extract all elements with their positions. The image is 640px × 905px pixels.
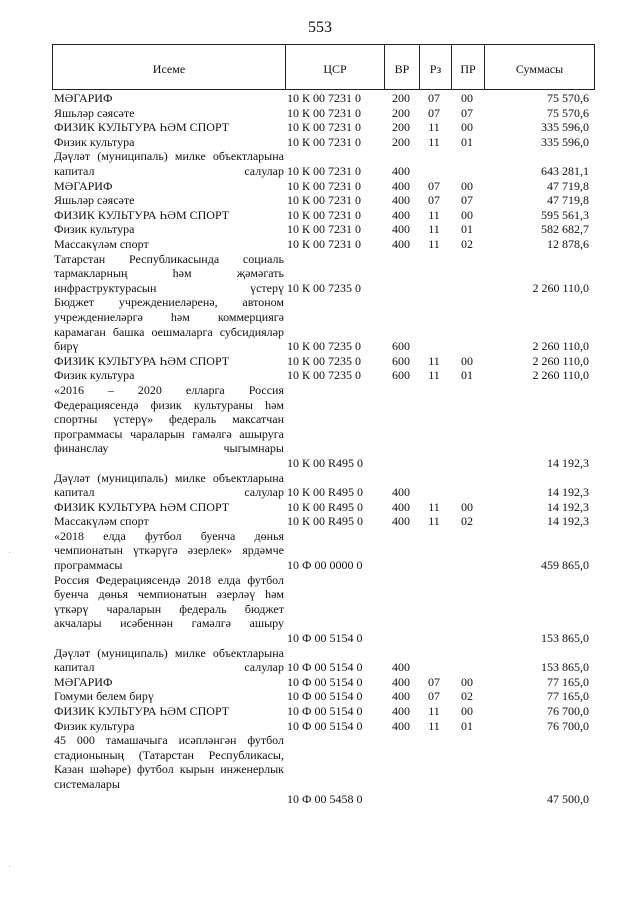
row-sum: 77 165,0 (547, 674, 589, 689)
row-sum: 47 719,8 (547, 193, 589, 208)
table-row (52, 368, 595, 383)
row-pr: 01 (461, 718, 473, 733)
row-csr: 10 Ф 00 5154 0 (287, 689, 363, 704)
row-rz: 07 (428, 178, 440, 193)
table-row (52, 514, 595, 529)
row-label: Физик культура (54, 222, 135, 237)
row-pr: 02 (461, 236, 473, 251)
table-row (52, 295, 595, 353)
row-rz: 11 (428, 499, 440, 514)
table-row (52, 675, 595, 690)
row-pr: 00 (461, 674, 473, 689)
row-label: ФИЗИК КУЛЬТУРА ҺӘМ СПОРТ (54, 499, 230, 514)
row-label: ФИЗИК КУЛЬТУРА ҺӘМ СПОРТ (54, 120, 230, 135)
table-row (52, 529, 595, 573)
row-pr: 00 (461, 499, 473, 514)
row-rz: 11 (428, 368, 440, 383)
row-vr: 400 (392, 193, 410, 208)
row-vr: 200 (392, 120, 410, 135)
row-label: Татарстан Республикасында социаль тармакларның һәм җәмәгать инфраструктурасын үстерү (54, 251, 284, 295)
header-vr: ВР (394, 62, 410, 76)
table-row (52, 573, 595, 646)
row-csr: 10 К 00 7231 0 (287, 207, 362, 222)
table-row (52, 383, 595, 471)
table-row (52, 179, 595, 194)
row-csr: 10 Ф 00 5154 0 (287, 718, 363, 733)
row-sum: 2 260 110,0 (532, 339, 589, 354)
row-vr: 600 (392, 339, 410, 354)
row-pr: 00 (461, 207, 473, 222)
row-csr: 10 Ф 00 0000 0 (287, 558, 363, 573)
row-csr: 10 К 00 7235 0 (287, 368, 362, 383)
row-rz: 11 (428, 514, 440, 529)
row-csr: 10 К 00 7231 0 (287, 134, 362, 149)
row-sum: 595 561,3 (541, 207, 589, 222)
row-csr: 10 Ф 00 5458 0 (287, 791, 363, 806)
row-csr: 10 К 00 R495 0 (287, 499, 364, 514)
row-vr: 400 (392, 704, 410, 719)
row-sum: 77 165,0 (547, 689, 589, 704)
table-row (52, 689, 595, 704)
row-csr: 10 Ф 00 5154 0 (287, 631, 363, 646)
row-pr: 01 (461, 368, 473, 383)
row-vr: 400 (392, 514, 410, 529)
row-label: Дәүләт (муниципаль) милке объектларына капитал салулар (54, 149, 284, 178)
row-rz: 11 (428, 120, 440, 135)
row-rz: 11 (428, 236, 440, 251)
row-sum: 12 878,6 (547, 236, 589, 251)
row-pr: 07 (461, 193, 473, 208)
table-row (52, 208, 595, 223)
row-vr: 400 (392, 718, 410, 733)
row-label: Массакүләм спорт (54, 514, 149, 529)
row-csr: 10 К 00 7231 0 (287, 91, 362, 105)
table-header (52, 44, 595, 90)
row-label: Дәүләт (муниципаль) милке объектларына капитал салулар (54, 645, 284, 675)
row-sum: 335 596,0 (541, 134, 589, 149)
row-pr: 01 (461, 222, 473, 237)
row-vr: 400 (392, 674, 410, 689)
table-row (52, 237, 595, 252)
row-sum: 76 700,0 (547, 704, 589, 719)
row-rz: 07 (428, 91, 440, 105)
row-sum: 75 570,6 (547, 91, 589, 105)
row-pr: 02 (461, 514, 473, 529)
header-sum: Суммасы (515, 62, 564, 76)
row-vr: 200 (392, 134, 410, 149)
row-csr: 10 К 00 7231 0 (287, 105, 362, 120)
row-csr: 10 К 00 7231 0 (287, 222, 362, 237)
row-sum: 14 192,3 (547, 514, 589, 529)
row-label: ФИЗИК КУЛЬТУРА ҺӘМ СПОРТ (54, 353, 230, 368)
budget-table (52, 44, 595, 806)
page-number: 553 (308, 19, 332, 36)
row-rz: 11 (428, 134, 440, 149)
table-row (52, 719, 595, 734)
row-csr: 10 Ф 00 5154 0 (287, 704, 363, 719)
row-label: МӘГАРИФ (54, 674, 113, 689)
row-sum: 14 192,3 (547, 499, 589, 514)
header-pr: ПР (460, 62, 476, 76)
row-label: Дәүләт (муниципаль) милке объектларына капитал салулар (54, 470, 284, 500)
row-pr: 00 (461, 91, 473, 105)
row-sum: 47 719,8 (547, 178, 589, 193)
row-rz: 11 (428, 353, 440, 368)
row-sum: 582 682,7 (541, 222, 589, 237)
row-vr: 600 (392, 353, 410, 368)
table-row (52, 222, 595, 237)
row-csr: 10 К 00 R495 0 (287, 455, 364, 470)
row-pr: 00 (461, 353, 473, 368)
row-csr: 10 К 00 7235 0 (287, 280, 362, 295)
row-vr: 200 (392, 91, 410, 105)
row-pr: 07 (461, 105, 473, 120)
table-row (52, 704, 595, 719)
header-csr: ЦСР (323, 62, 347, 76)
row-label: Бюджет учреждениеләренә, автоном учреждениеләргә һәм коммерциягә карамаган башка оешмаларга субсидияләр бирү (54, 295, 284, 354)
scan-mark: · (8, 862, 12, 873)
row-vr: 400 (392, 485, 410, 500)
row-sum: 47 500,0 (547, 791, 589, 806)
table-row (52, 471, 595, 500)
table-body (52, 90, 595, 806)
row-pr: 02 (461, 689, 473, 704)
row-label: Массакүләм спорт (54, 236, 149, 251)
row-pr: 00 (461, 704, 473, 719)
row-label: «2016 – 2020 елларга Россия Федерациясендә физик культураны һәм спортны үстерү» федераль максатчан программасы чараларын гамәлгә ашыруга финанслау чыгымнары (54, 382, 284, 456)
table-row (52, 646, 595, 675)
row-sum: 643 281,1 (541, 163, 589, 178)
row-csr: 10 К 00 7235 0 (287, 339, 362, 354)
table-row (52, 193, 595, 208)
table-row (52, 149, 595, 178)
row-csr: 10 К 00 R495 0 (287, 485, 364, 500)
row-sum: 153 865,0 (541, 660, 589, 675)
row-csr: 10 К 00 7231 0 (287, 178, 362, 193)
row-label: Физик культура (54, 368, 135, 383)
row-label: МӘГАРИФ (54, 91, 113, 105)
scan-mark: · (8, 548, 12, 559)
table-row (52, 120, 595, 135)
row-vr: 400 (392, 660, 410, 675)
header-rz: Рз (429, 62, 442, 76)
table-row (52, 500, 595, 515)
row-csr: 10 Ф 00 5154 0 (287, 674, 363, 689)
row-vr: 400 (392, 222, 410, 237)
row-label: МӘГАРИФ (54, 178, 113, 193)
row-csr: 10 К 00 R495 0 (287, 514, 364, 529)
row-rz: 11 (428, 704, 440, 719)
row-pr: 00 (461, 120, 473, 135)
table-row (52, 252, 595, 296)
row-label: Яшьләр сәясәте (54, 105, 135, 120)
row-sum: 2 260 110,0 (532, 368, 589, 383)
row-label: Физик культура (54, 718, 135, 733)
table-row (52, 135, 595, 150)
row-csr: 10 К 00 7231 0 (287, 236, 362, 251)
row-vr: 400 (392, 689, 410, 704)
table-row (52, 354, 595, 369)
row-rz: 07 (428, 105, 440, 120)
row-sum: 2 260 110,0 (532, 280, 589, 295)
row-vr: 200 (392, 105, 410, 120)
row-vr: 400 (392, 207, 410, 222)
row-vr: 400 (392, 163, 410, 178)
row-sum: 14 192,3 (547, 485, 589, 500)
row-csr: 10 К 00 7235 0 (287, 353, 362, 368)
table-row (52, 91, 595, 106)
row-csr: 10 К 00 7231 0 (287, 193, 362, 208)
row-rz: 11 (428, 718, 440, 733)
row-sum: 153 865,0 (541, 631, 589, 646)
header-name: Исеме (152, 62, 186, 76)
row-label: Россия Федерациясендә 2018 елда футбол буенча дөнья чемпионатын әзерләү һәм үткәрү чараларын федераль бюджет акчалары исәбеннән гамәлгә ашыру (54, 572, 284, 631)
row-label: «2018 елда футбол буенча дөнья чемпионатын үткәрүгә әзерлек» ярдәмче программасы (54, 528, 284, 573)
row-vr: 400 (392, 499, 410, 514)
row-label: Гомуми белем бирү (54, 689, 154, 704)
row-sum: 459 865,0 (541, 558, 589, 573)
row-rz: 07 (428, 689, 440, 704)
row-label: Яшьләр сәясәте (54, 193, 135, 208)
row-pr: 00 (461, 178, 473, 193)
row-vr: 600 (392, 368, 410, 383)
row-rz: 07 (428, 674, 440, 689)
row-rz: 07 (428, 193, 440, 208)
row-rz: 11 (428, 222, 440, 237)
row-rz: 11 (428, 207, 440, 222)
row-sum: 75 570,6 (547, 105, 589, 120)
row-label: Физик культура (54, 134, 135, 149)
row-sum: 14 192,3 (547, 455, 589, 470)
row-vr: 400 (392, 236, 410, 251)
row-vr: 400 (392, 178, 410, 193)
row-label: ФИЗИК КУЛЬТУРА ҺӘМ СПОРТ (54, 207, 230, 222)
row-label: 45 000 тамашачыга исәпләнгән футбол стадионының (Татарстан Республикасы, Казан шәһәре) футбол кырын инженерлык системалары (54, 733, 284, 792)
row-pr: 01 (461, 134, 473, 149)
row-sum: 335 596,0 (541, 120, 589, 135)
row-csr: 10 К 00 7231 0 (287, 120, 362, 135)
row-sum: 2 260 110,0 (532, 353, 589, 368)
row-csr: 10 К 00 7231 0 (287, 163, 362, 178)
row-sum: 76 700,0 (547, 718, 589, 733)
table-row (52, 106, 595, 121)
table-row (52, 733, 595, 806)
row-label: ФИЗИК КУЛЬТУРА ҺӘМ СПОРТ (54, 704, 230, 719)
row-csr: 10 Ф 00 5154 0 (287, 660, 363, 675)
